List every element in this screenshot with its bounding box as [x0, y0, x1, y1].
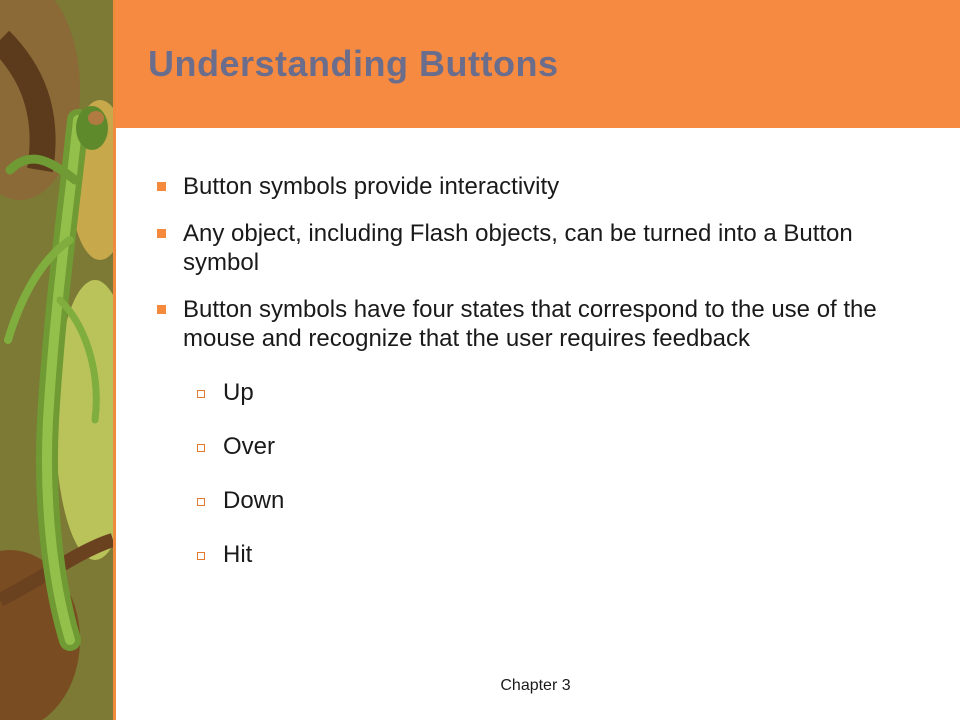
mantis-photo: [0, 0, 113, 720]
bullet-text: Button symbols provide interactivity: [183, 173, 560, 200]
hollow-square-bullet-icon: [197, 498, 205, 506]
mantis-illustration: [0, 0, 113, 720]
bullet-item: [157, 172, 917, 201]
sub-bullet-text: Over: [223, 433, 276, 460]
bullet-text: Any object, including Flash objects, can be turned into a Button symbol: [183, 220, 853, 276]
sub-bullet-item: [157, 486, 917, 515]
bullet-item: [157, 219, 917, 277]
sub-bullet-item: [157, 378, 917, 407]
slide-footer: Chapter 3: [500, 677, 571, 694]
sub-bullet-item: [157, 540, 917, 569]
bullet-item: [157, 295, 917, 353]
square-bullet-icon: [157, 182, 166, 191]
hollow-square-bullet-icon: [197, 552, 205, 560]
sub-bullet-text: Down: [223, 487, 285, 514]
bullet-text: Button symbols have four states that correspond to the use of the mouse and recognize that the user requires feedback: [183, 296, 877, 352]
slide-title: Understanding Buttons: [148, 43, 559, 84]
hollow-square-bullet-icon: [197, 444, 205, 452]
square-bullet-icon: [157, 305, 166, 314]
hollow-square-bullet-icon: [197, 390, 205, 398]
sub-bullet-item: [157, 432, 917, 461]
sub-bullet-text: Up: [223, 379, 254, 406]
square-bullet-icon: [157, 229, 166, 238]
sub-bullet-text: Hit: [223, 541, 253, 568]
slide-content: [157, 172, 917, 594]
